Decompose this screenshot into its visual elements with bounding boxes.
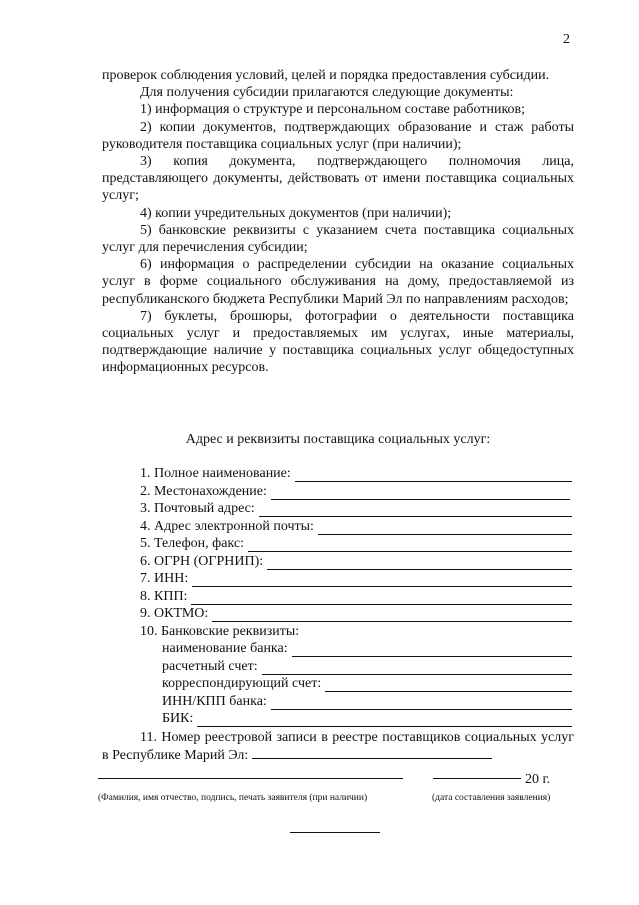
form-label: расчетный счет: bbox=[162, 659, 258, 674]
form-label: 5. Телефон, факс: bbox=[140, 536, 245, 551]
fill-line[interactable] bbox=[271, 486, 570, 500]
form-row-kpp bbox=[140, 588, 572, 605]
fill-line[interactable] bbox=[192, 573, 572, 587]
fill-line[interactable] bbox=[295, 468, 572, 482]
form-label: 10. Банковские реквизиты: bbox=[140, 624, 300, 639]
registry-fill-line[interactable] bbox=[252, 746, 492, 759]
form-row-bank-name bbox=[162, 640, 572, 657]
document-body bbox=[102, 67, 574, 377]
form-label: 7. ИНН: bbox=[140, 571, 189, 586]
document-list-item: 3) копия документа, подтверждающего полномочия лица, представляющего документы, действовать от имени поставщика социальных услуг; bbox=[102, 154, 574, 204]
date-line[interactable] bbox=[433, 778, 521, 779]
document-list-item: 5) банковские реквизиты с указанием счета поставщика социальных услуг для перечисления субсидии; bbox=[102, 222, 574, 256]
form-label: корреспондирующий счет: bbox=[162, 676, 322, 691]
form-label: БИК: bbox=[162, 711, 194, 726]
address-section-title: Адрес и реквизиты поставщика социальных услуг: bbox=[185, 432, 491, 447]
signature-caption: (Фамилия, имя отчество, подпись, печать заявителя (при наличии) bbox=[98, 793, 368, 803]
registry-label: 11. Номер реестровой записи в реестре поставщиков социальных услуг в Республике Марий Эл: bbox=[102, 730, 574, 764]
form-row-full-name bbox=[140, 465, 572, 482]
form-label: 4. Адрес электронной почты: bbox=[140, 519, 314, 534]
continuation-paragraph: проверок соблюдения условий, целей и порядка предоставления субсидии. bbox=[102, 68, 550, 83]
document-list-item: 4) копии учредительных документов (при наличии); bbox=[140, 205, 452, 221]
fill-line[interactable] bbox=[318, 521, 572, 535]
form-label: 3. Почтовый адрес: bbox=[140, 501, 255, 516]
form-label: 1. Полное наименование: bbox=[140, 466, 291, 481]
intro-paragraph: Для получения субсидии прилагаются следующие документы: bbox=[140, 85, 514, 101]
form-label: 6. ОГРН (ОГРНИП): bbox=[140, 554, 264, 569]
fill-line[interactable] bbox=[267, 556, 572, 570]
fill-line[interactable] bbox=[248, 538, 572, 552]
document-list-item: 6) информация о распределении субсидии на оказание социальных услуг в форме социального обслуживания на дому, предоставляемой из республиканского бюджета Республики Марий Эл по направлениям расходов; bbox=[102, 257, 574, 307]
page-number: 2 bbox=[563, 32, 570, 47]
fill-line[interactable] bbox=[259, 503, 572, 517]
form-label: 9. ОКТМО: bbox=[140, 606, 209, 621]
form-row-bank-inn-kpp bbox=[162, 693, 572, 710]
form-row-postal-address bbox=[140, 500, 572, 517]
fill-line[interactable] bbox=[197, 713, 572, 727]
fill-line[interactable] bbox=[212, 608, 572, 622]
date-caption: (дата составления заявления) bbox=[432, 793, 551, 803]
form-row-settlement-account bbox=[162, 658, 572, 675]
form-row-correspondent-account bbox=[162, 675, 572, 692]
form-row-email bbox=[140, 518, 572, 535]
form-row-inn bbox=[140, 570, 572, 587]
document-list-item: 1) информация о структуре и персональном составе работников; bbox=[140, 102, 526, 118]
form-row-oktmo bbox=[140, 605, 572, 622]
form-label: ИНН/КПП банка: bbox=[162, 694, 267, 709]
document-list-item: 7) буклеты, брошюры, фотографии о деятельности поставщика социальных услуг и предоставляемых им услугах, иные материалы, подтверждающие наличие у поставщика социальных услуг общедоступных информационных ресурсов. bbox=[102, 308, 574, 376]
registry-record-paragraph bbox=[102, 729, 574, 764]
fill-line[interactable] bbox=[292, 643, 572, 657]
form-label: 2. Местонахождение: bbox=[140, 484, 267, 499]
form-row-ogrn bbox=[140, 553, 572, 570]
fill-line[interactable] bbox=[262, 661, 572, 675]
year-label: 20 г. bbox=[525, 772, 551, 787]
form-row-phone-fax bbox=[140, 535, 572, 552]
form-row-bank-heading bbox=[140, 623, 572, 640]
form-row-bik bbox=[162, 710, 572, 727]
bottom-divider-line bbox=[290, 832, 380, 833]
fill-line[interactable] bbox=[325, 678, 572, 692]
fill-line[interactable] bbox=[191, 591, 572, 605]
form-row-location bbox=[140, 483, 570, 500]
form-label: 8. КПП: bbox=[140, 589, 188, 604]
form-label: наименование банка: bbox=[162, 641, 288, 656]
document-list-item: 2) копии документов, подтверждающих образование и стаж работы руководителя поставщика социальных услуг (при наличии); bbox=[102, 119, 574, 152]
fill-line[interactable] bbox=[271, 696, 572, 710]
signature-line[interactable] bbox=[98, 778, 403, 779]
